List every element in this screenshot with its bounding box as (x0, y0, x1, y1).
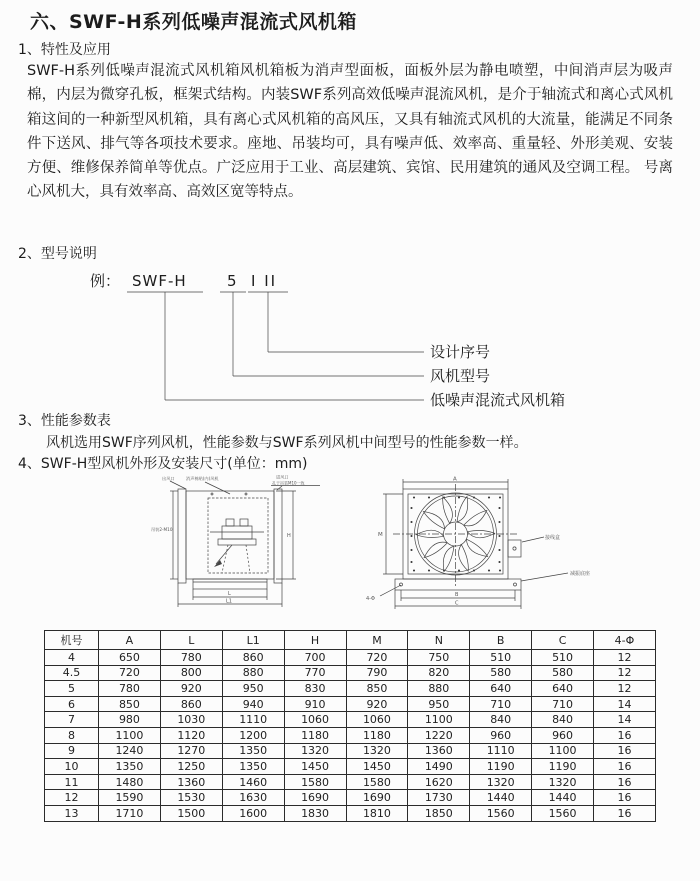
table-cell: 8 (45, 727, 99, 743)
column-header: H (284, 631, 346, 650)
side-view-drawing (150, 474, 330, 626)
table-cell: 1590 (99, 790, 161, 806)
table-cell: 850 (346, 681, 408, 697)
table-cell: 800 (160, 665, 222, 681)
table-cell: 12 (45, 790, 99, 806)
side-view-base (193, 579, 267, 589)
features-text: SWF-H系列低噪声混流式风机箱风机箱板为消声型面板，面板外层为静电喷塑，中间消声层为吸声棉，内层为微穿孔板，框架式结构。内装SWF系列高效低噪声混流风机，是介于轴流式和离心式风机箱这间的一种新型风机箱，具有离心式风机箱的高风压，又具有轴流式风机的大流量，能满足不同条件下送风、排气等各项技术要求。座地、吊装均可，具有噪声低、效率高、重量轻、外形美观、安装方便、维修保养简单等优点。广泛应用于工业、高层建筑、宾馆、民用建筑的通风及空调工程。 (27, 63, 673, 177)
table-row (45, 712, 656, 728)
side-view-motor (210, 519, 264, 573)
table-cell: 1830 (284, 805, 346, 821)
table-cell: 1060 (346, 712, 408, 728)
table-cell: 1220 (408, 727, 470, 743)
table-cell: 940 (222, 696, 284, 712)
table-row (45, 696, 656, 712)
table-cell: 1190 (532, 759, 594, 775)
table-row (45, 743, 656, 759)
callout-fan-model: 风机型号 (430, 367, 491, 385)
table-cell: 14 (594, 712, 656, 728)
table-row (45, 650, 656, 666)
section-heading-features: 1、特性及应用 (18, 42, 111, 58)
example-label: 例： (90, 272, 121, 290)
callout-box-name: 低噪声混流式风机箱 (430, 391, 566, 409)
column-header: N (408, 631, 470, 650)
table-cell: 830 (284, 681, 346, 697)
model-part-size: 5 (227, 272, 237, 290)
table-cell: 5 (45, 681, 99, 697)
table-cell: 11 (45, 774, 99, 790)
section-heading-performance: 3、性能参数表 (18, 413, 111, 429)
table-cell: 920 (160, 681, 222, 697)
table-cell: 1500 (160, 805, 222, 821)
table-cell: 1630 (222, 790, 284, 806)
table-cell: 510 (532, 650, 594, 666)
table-cell: 770 (284, 665, 346, 681)
table-cell: 750 (408, 650, 470, 666)
front-ann-base: 减振底座 (570, 571, 591, 577)
front-dim-a: A (453, 476, 457, 483)
table-cell: 16 (594, 727, 656, 743)
side-view-box (178, 489, 282, 583)
dimensions-table (44, 630, 656, 822)
table-cell: 1360 (408, 743, 470, 759)
table-cell: 16 (594, 805, 656, 821)
column-header: C (532, 631, 594, 650)
table-cell: 820 (408, 665, 470, 681)
table-row (45, 665, 656, 681)
model-legend-diagram (0, 262, 700, 412)
front-dim-b: B (455, 592, 459, 598)
table-cell: 880 (408, 681, 470, 697)
table-cell: 1100 (99, 727, 161, 743)
side-dim-h: H (287, 533, 291, 539)
table-cell: 840 (470, 712, 532, 728)
column-header: B (470, 631, 532, 650)
table-cell: 960 (532, 727, 594, 743)
table-cell: 1250 (160, 759, 222, 775)
table-cell: 860 (222, 650, 284, 666)
table-cell: 980 (99, 712, 161, 728)
front-dim-c: C (455, 600, 459, 607)
table-cell: 1110 (470, 743, 532, 759)
table-cell: 790 (346, 665, 408, 681)
table-cell: 640 (470, 681, 532, 697)
table-cell: 950 (408, 696, 470, 712)
table-cell: 720 (99, 665, 161, 681)
table-cell: 1480 (99, 774, 161, 790)
side-ann-fan: 消声棉贴(内)风机 (186, 476, 219, 481)
table-cell: 780 (99, 681, 161, 697)
column-header: 4-Φ (594, 631, 656, 650)
table-cell: 1460 (222, 774, 284, 790)
table-row (45, 774, 656, 790)
table-cell: 950 (222, 681, 284, 697)
table-cell: 1690 (284, 790, 346, 806)
table-cell: 12 (594, 681, 656, 697)
front-ann-junction-box: 接线盒 (545, 535, 561, 541)
front-view-drawing (360, 474, 615, 626)
callout-design-serial: 设计序号 (430, 343, 491, 361)
side-ann-lifting: 吊装2-M10 (151, 527, 173, 532)
table-cell: 840 (532, 712, 594, 728)
front-view-base (380, 573, 568, 596)
spec-table-head-row (45, 631, 656, 650)
column-header: 机号 (45, 631, 99, 650)
table-cell: 920 (346, 696, 408, 712)
table-cell: 650 (99, 650, 161, 666)
table-cell: 580 (470, 665, 532, 681)
table-cell: 1100 (532, 743, 594, 759)
table-cell: 1530 (160, 790, 222, 806)
table-cell: 640 (532, 681, 594, 697)
table-cell: 7 (45, 712, 99, 728)
table-row (45, 790, 656, 806)
table-cell: 1320 (470, 774, 532, 790)
features-paragraph (27, 59, 673, 205)
front-dim-m: M (378, 532, 383, 538)
table-cell: 1490 (408, 759, 470, 775)
table-cell: 1200 (222, 727, 284, 743)
side-view-dimensions (170, 491, 296, 607)
model-part-design: I II (251, 272, 278, 290)
table-cell: 780 (160, 650, 222, 666)
table-cell: 580 (532, 665, 594, 681)
table-cell: 14 (594, 696, 656, 712)
side-dim-l1: L1 (226, 598, 232, 605)
table-cell: 1120 (160, 727, 222, 743)
performance-text: 风机选用SWF序列风机，性能参数与SWF系列风机中间型号的性能参数一样。 (46, 435, 528, 451)
table-cell: 1030 (160, 712, 222, 728)
table-cell: 4.5 (45, 665, 99, 681)
table-cell: 880 (222, 665, 284, 681)
front-ann-holes: 4-Φ (366, 596, 375, 602)
column-header: L (160, 631, 222, 650)
table-row (45, 805, 656, 821)
table-cell: 1270 (160, 743, 222, 759)
table-cell: 1060 (284, 712, 346, 728)
table-cell: 1730 (408, 790, 470, 806)
side-dim-l: L (228, 591, 231, 597)
table-row (45, 727, 656, 743)
table-row (45, 759, 656, 775)
table-cell: 1360 (160, 774, 222, 790)
table-cell: 710 (532, 696, 594, 712)
table-cell: 700 (284, 650, 346, 666)
column-header: M (346, 631, 408, 650)
table-cell: 1450 (284, 759, 346, 775)
model-part-series: SWF-H (132, 272, 187, 290)
table-cell: 1110 (222, 712, 284, 728)
table-cell: 1320 (284, 743, 346, 759)
table-cell: 1440 (532, 790, 594, 806)
table-cell: 910 (284, 696, 346, 712)
table-cell: 16 (594, 774, 656, 790)
table-cell: 1350 (222, 743, 284, 759)
side-ann-inlet: 进风口 (276, 474, 289, 480)
side-ann-inlet-note: 孔于吊装M10一致 (272, 480, 305, 486)
table-cell: 1320 (532, 774, 594, 790)
table-cell: 12 (594, 665, 656, 681)
table-cell: 1690 (346, 790, 408, 806)
table-cell: 510 (470, 650, 532, 666)
table-cell: 1240 (99, 743, 161, 759)
table-cell: 10 (45, 759, 99, 775)
table-cell: 1580 (284, 774, 346, 790)
table-cell: 1190 (470, 759, 532, 775)
table-cell: 13 (45, 805, 99, 821)
table-cell: 1180 (346, 727, 408, 743)
features-text-line2: 号离心风机大，具有效率高、高效区宽等特点。 (27, 160, 673, 201)
table-cell: 1810 (346, 805, 408, 821)
table-cell: 1850 (408, 805, 470, 821)
section-heading-model: 2、型号说明 (18, 246, 97, 262)
table-cell: 16 (594, 743, 656, 759)
table-cell: 1620 (408, 774, 470, 790)
table-cell: 4 (45, 650, 99, 666)
table-cell: 1450 (346, 759, 408, 775)
table-cell: 16 (594, 759, 656, 775)
table-cell: 1600 (222, 805, 284, 821)
table-cell: 9 (45, 743, 99, 759)
front-view-junction-box (508, 537, 544, 557)
page-title: 六、SWF-H系列低噪声混流式风机箱 (30, 11, 357, 33)
table-cell: 12 (594, 650, 656, 666)
table-cell: 1560 (470, 805, 532, 821)
table-cell: 850 (99, 696, 161, 712)
spec-table-body (45, 650, 656, 822)
table-row (45, 681, 656, 697)
column-header: A (99, 631, 161, 650)
table-cell: 1180 (284, 727, 346, 743)
table-cell: 710 (470, 696, 532, 712)
table-cell: 6 (45, 696, 99, 712)
table-cell: 1350 (222, 759, 284, 775)
table-cell: 960 (470, 727, 532, 743)
table-cell: 1320 (346, 743, 408, 759)
side-ann-outlet: 出风口 (162, 476, 175, 481)
table-cell: 1440 (470, 790, 532, 806)
column-header: L1 (222, 631, 284, 650)
table-cell: 1100 (408, 712, 470, 728)
table-cell: 16 (594, 790, 656, 806)
table-cell: 1560 (532, 805, 594, 821)
table-cell: 720 (346, 650, 408, 666)
table-cell: 1350 (99, 759, 161, 775)
table-cell: 1580 (346, 774, 408, 790)
section-heading-dimensions: 4、SWF-H型风机外形及安装尺寸(单位：mm) (18, 456, 308, 472)
table-cell: 1710 (99, 805, 161, 821)
table-cell: 860 (160, 696, 222, 712)
